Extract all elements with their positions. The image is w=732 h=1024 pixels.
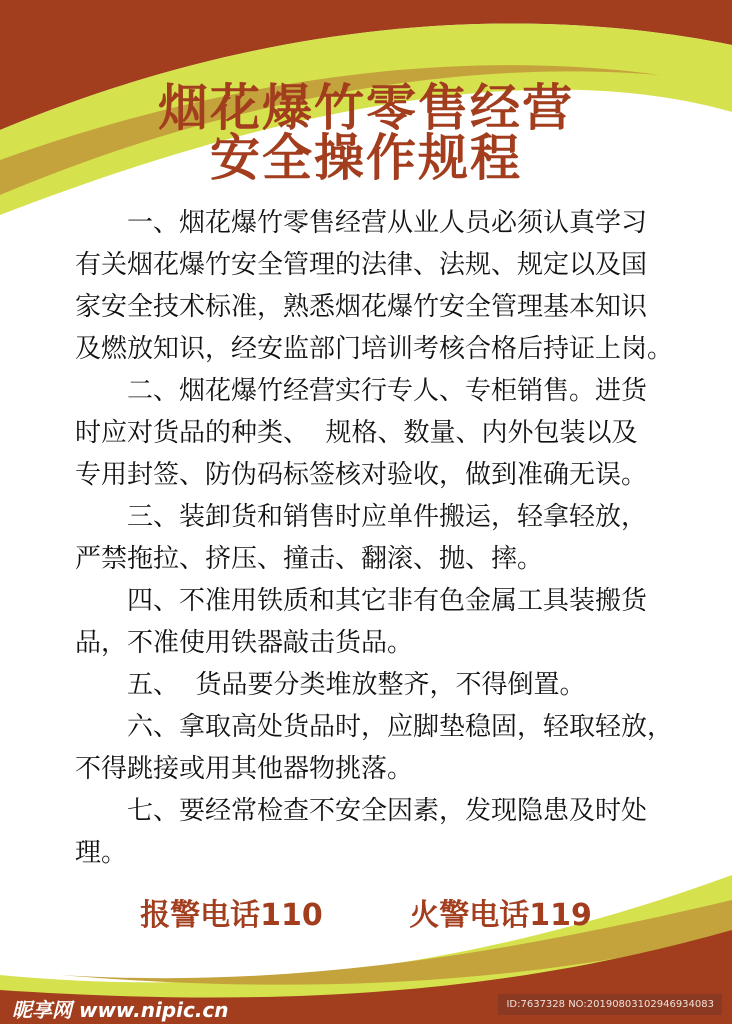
rule-paragraph-5 <box>75 664 675 706</box>
emergency-phones <box>0 890 732 934</box>
rule-line: 四、不准用铁质和其它非有色金属工具装搬货 <box>127 586 648 616</box>
rule-line: 一、烟花爆竹零售经营从业人员必须认真学习 <box>127 208 648 238</box>
rule-paragraph-2 <box>75 370 675 496</box>
rule-line: 三、装卸货和销售时应单件搬运，轻拿轻放， <box>127 502 648 532</box>
rule-line: 二、烟花爆竹经营实行专人、专柜销售。进货 <box>127 376 648 406</box>
rule-line: 七、要经常检查不安全因素，发现隐患及时处 <box>127 796 648 826</box>
rule-paragraph-4 <box>75 580 675 664</box>
image-id-label: ID:7637328 NO:20190803102946934083 <box>498 994 722 1015</box>
rule-line: 专用封签、防伪码标签核对验收，做到准确无误。 <box>75 460 648 490</box>
rule-line: 严禁拖拉、挤压、撞击、翻滚、抛、摔。 <box>75 544 544 574</box>
rule-paragraph-6 <box>75 706 675 790</box>
rule-paragraph-3 <box>75 496 675 580</box>
fire-phone: 火警电话119 <box>409 898 592 933</box>
rule-paragraph-7 <box>75 790 675 874</box>
rule-line: 不得跳接或用其他器物挑落。 <box>75 754 414 784</box>
title-line-2: 安全操作规程 <box>210 129 522 187</box>
rule-line: 理。 <box>75 838 128 868</box>
rule-paragraph-1 <box>75 202 675 370</box>
rules-body <box>75 202 675 874</box>
rule-line: 家安全技术标准，熟悉烟花爆竹安全管理基本知识 <box>75 292 648 322</box>
watermark-logo: 昵享网 www.nipic.cn <box>12 998 229 1022</box>
rule-line: 五、 货品要分类堆放整齐，不得倒置。 <box>127 670 586 700</box>
rule-line: 六、拿取高处货品时，应脚垫稳固，轻取轻放， <box>127 712 674 742</box>
title-line-1: 烟花爆竹零售经营 <box>158 79 574 137</box>
police-phone: 报警电话110 <box>140 898 323 933</box>
rule-line: 有关烟花爆竹安全管理的法律、法规、规定以及国 <box>75 250 648 280</box>
rule-line: 及燃放知识，经安监部门培训考核合格后持证上岗。 <box>75 334 674 364</box>
rule-line: 品，不准使用铁器敲击货品。 <box>75 628 414 658</box>
rule-line: 时应对货品的种类、 规格、数量、内外包装以及 <box>75 418 638 448</box>
